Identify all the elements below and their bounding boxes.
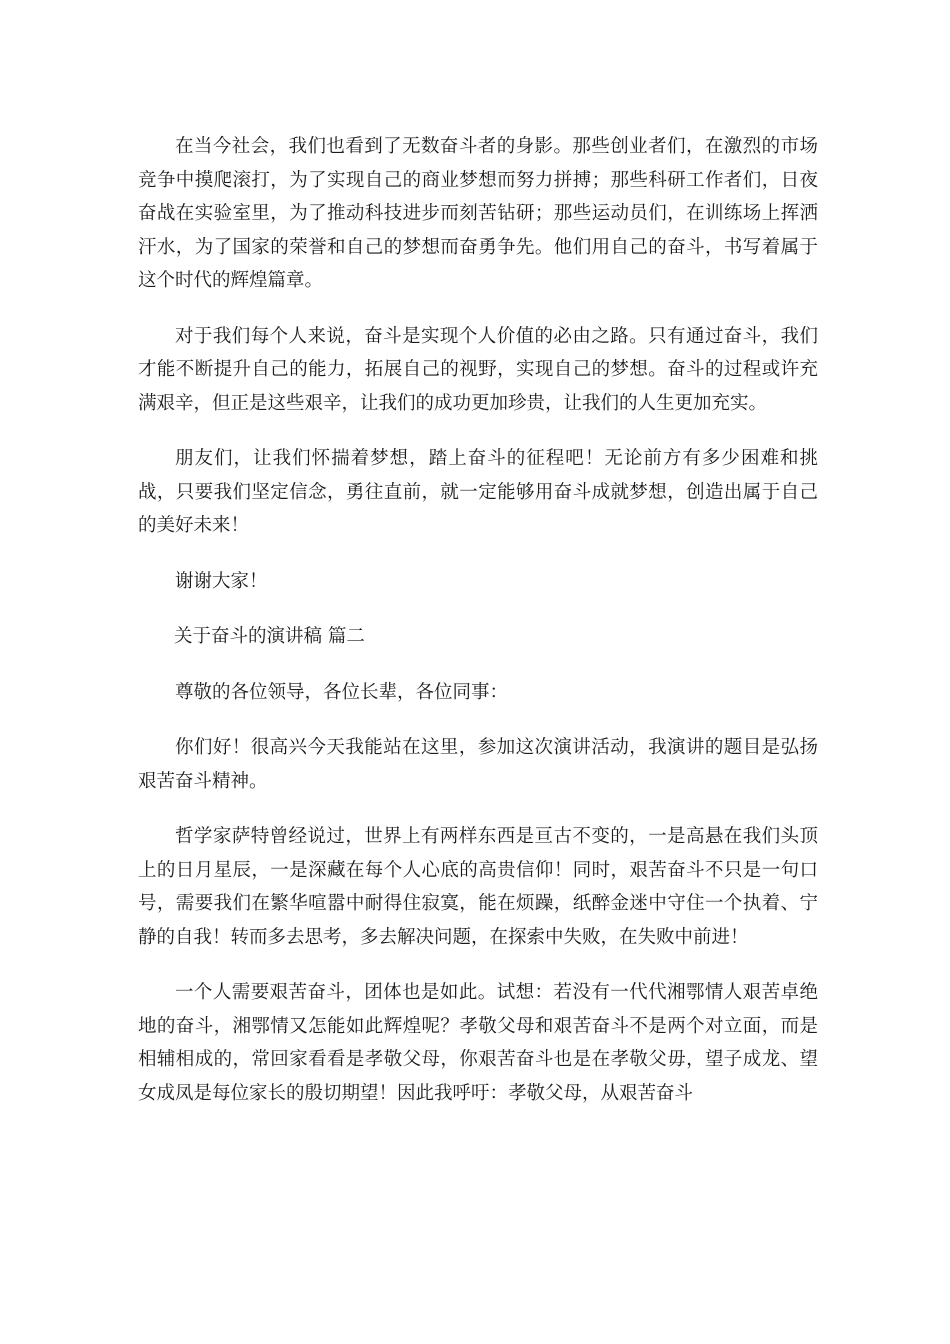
paragraph-philosopher: 哲学家萨特曾经说过，世界上有两样东西是亘古不变的，一是高悬在我们头顶上的日月星辰，一是深藏在每个人心底的高贵信仰！同时，艰苦奋斗不只是一句口号，需要我们在繁华喧嚣中耐得住寂寞，能在烦躁，纸醉金迷中守住一个执着、宁静的自我！转而多去思考，多去解决问题，在探索中失败，在失败中前进！ (138, 826, 818, 948)
section-title: 关于奋斗的演讲稿 篇二 (174, 626, 365, 647)
paragraph-strivers: 在当今社会，我们也看到了无数奋斗者的身影。那些创业者们，在激烈的市场竞争中摸爬滚打，为了实现自己的商业梦想而努力拼搏；那些科研工作者们，日夜奋战在实验室里，为了推动科技进步而刻苦钻研；那些运动员们，在训练场上挥洒汗水，为了国家的荣誉和自己的梦想而奋勇争先。他们用自己的奋斗，书写着属于这个时代的辉煌篇章。 (138, 136, 818, 291)
paragraph-greeting: 你们好！很高兴今天我能站在这里，参加这次演讲活动，我演讲的题目是弘扬艰苦奋斗精神。 (138, 737, 818, 792)
paragraph-team: 一个人需要艰苦奋斗，团体也是如此。试想：若没有一代代湘鄂情人艰苦卓绝地的奋斗，湘鄂情又怎能如此辉煌呢？孝敬父母和艰苦奋斗不是两个对立面，而是相辅相成的，常回家看看是孝敬父母，你艰苦奋斗也是在孝敬父毋，望子成龙、望女成凤是每位家长的殷切期望！因此我呼吁：孝敬父母，从艰苦奋斗 (138, 982, 818, 1104)
paragraph-thanks: 谢谢大家！ (175, 570, 268, 592)
paragraph-personal-value: 对于我们每个人来说，奋斗是实现个人价值的必由之路。只有通过奋斗，我们才能不断提升自己的能力，拓展自己的视野，实现自己的梦想。奋斗的过程或许充满艰辛，但正是这些艰辛，让我们的成功更加珍贵，让我们的人生更加充实。 (138, 325, 818, 414)
document-body (138, 130, 818, 1132)
paragraph-call-to-action: 朋友们，让我们怀揣着梦想，踏上奋斗的征程吧！无论前方有多少困难和挑战，只要我们坚定信念，勇往直前，就一定能够用奋斗成就梦想，创造出属于自己的美好未来！ (138, 448, 818, 536)
paragraph-salutation: 尊敬的各位领导，各位长辈，各位同事： (175, 681, 509, 703)
